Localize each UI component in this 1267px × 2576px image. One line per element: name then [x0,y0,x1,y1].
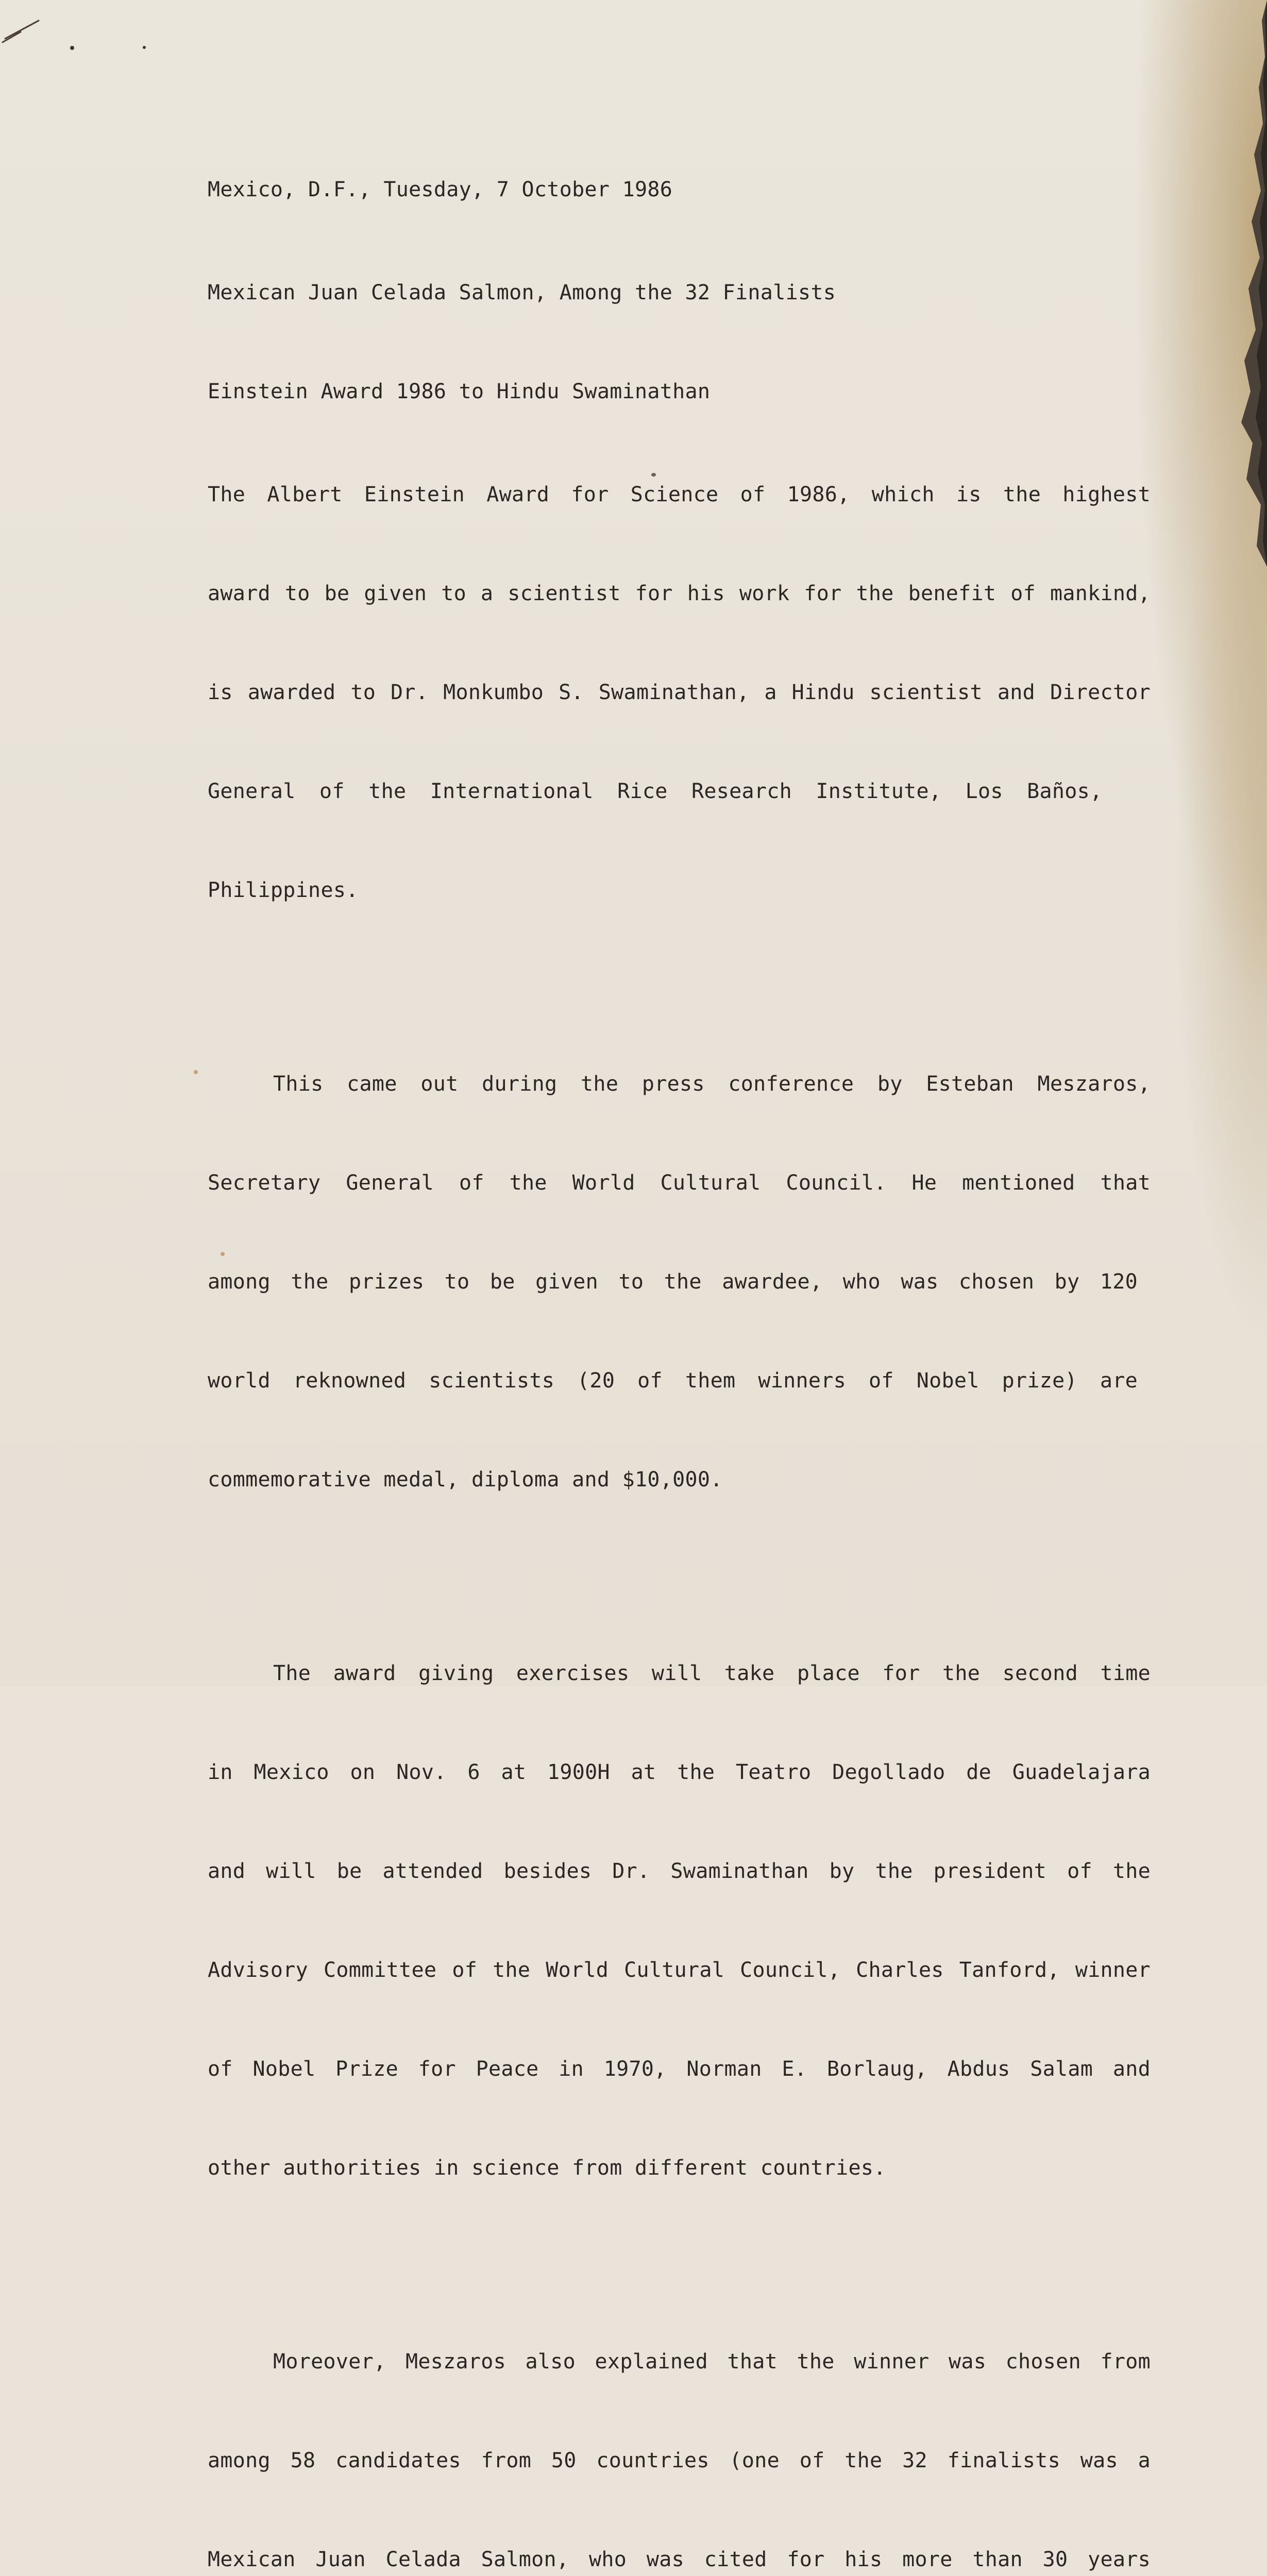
stain-speck [194,1070,198,1074]
text-line: Advisory Committee of the World Cultural Council, Charles Tanford, winner [208,1958,1151,1982]
paragraph [208,421,1151,963]
text-line: among the prizes to be given to the awardee, who was chosen by 120 [208,1270,1138,1294]
text-line: commemorative medal, diploma and $10,000. [208,1468,723,1492]
dateline-text: Mexico, D.F., Tuesday, 7 October 1986 [208,178,673,201]
text-line: Mexican Juan Celada Salmon, who was cited for his more than 30 years [208,2548,1151,2571]
text-line: Secretary General of the World Cultural Council. He mentioned that [208,1171,1151,1195]
text-line: world reknowned scientists (20 of them winners of Nobel prize) are [208,1369,1138,1393]
text-line: This came out during the press conference by Esteban Meszaros, [273,1072,1151,1096]
paragraph [208,1600,1151,2241]
headline-line: Einstein Award 1986 to Hindu Swaminathan [208,380,711,403]
text-line: General of the International Rice Research Institute, Los Baños, [208,779,1103,803]
text-line: Philippines. [208,878,359,902]
pencil-scratch-mark [0,0,165,62]
body-text [208,374,1151,2576]
text-line: other authorities in science from different countries. [208,2156,886,2180]
text-line: The award giving exercises will take place for the second time [273,1662,1151,1685]
torn-paper-edge [1195,0,1267,567]
text-line: among 58 candidates from 50 countries (one of the 32 finalists was a [208,2449,1151,2472]
text-line: is awarded to Dr. Monkumbo S. Swaminathan, a Hindu scientist and Director [208,681,1151,704]
text-line: Moreover, Meszaros also explained that the winner was chosen from [273,2350,1151,2374]
text-line: of Nobel Prize for Peace in 1970, Norman E. Borlaug, Abdus Salam and [208,2057,1151,2081]
paragraph [208,1011,1151,1553]
text-line: in Mexico on Nov. 6 at 1900H at the Teatro Degollado de Guadelajara [208,1760,1151,1784]
text-line: and will be attended besides Dr. Swaminathan by the president of the [208,1859,1151,1883]
headline-line: Mexican Juan Celada Salmon, Among the 32 Finalists [208,281,836,304]
paragraph [208,2289,1151,2576]
text-line: award to be given to a scientist for his work for the benefit of mankind, [208,582,1151,605]
text-line: The Albert Einstein Award for Science of 1986, which is the highest [208,483,1151,506]
